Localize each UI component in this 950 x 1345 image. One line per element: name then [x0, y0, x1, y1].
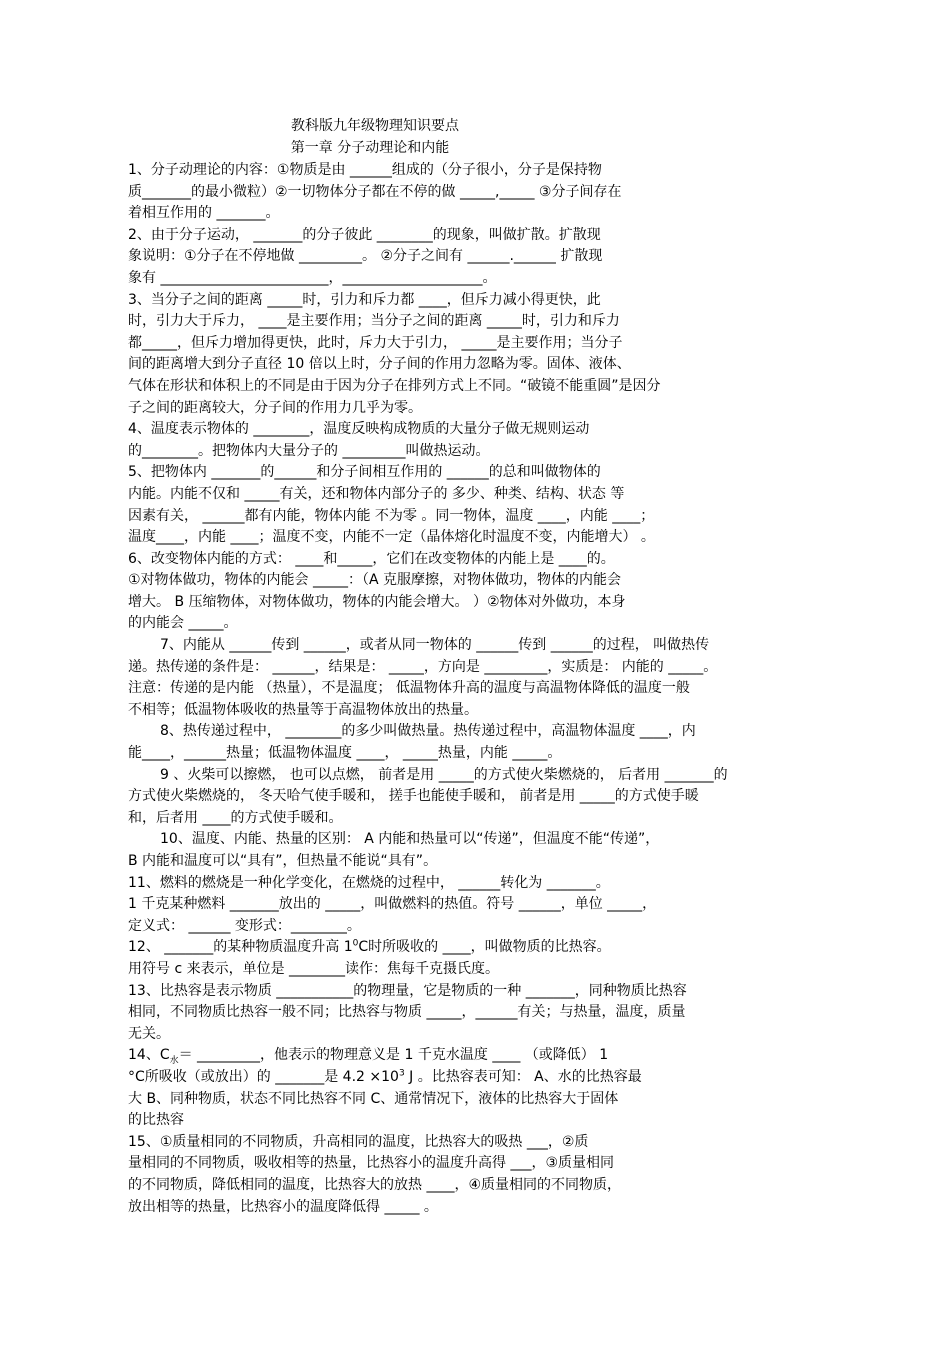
text-line: 8、热传递过程中， ________的多少叫做热量。热传递过程中，高温物体温度 ____，内 [160, 723, 696, 740]
text-line: 温度____，内能 ____；温度不变，内能不一定（晶体熔化时温度不变，内能增大） 。 [128, 529, 655, 546]
text-segment: 12、 _______的某种物质温度升高 1 [128, 939, 353, 956]
text-line: 增大。 B 压缩物体，对物体做功，物体的内能会增大。 ）②物体对外做功，本身 [128, 593, 626, 610]
superscript: 0 [352, 938, 359, 949]
text-line [128, 1045, 788, 1067]
text-line: 不相等；低温物体吸收的热量等于高温物体放出的热量。 [128, 701, 478, 718]
text-line: 6、改变物体内能的方式： ____和_____，它们在改变物体的内能上是 ____的。 [128, 550, 615, 567]
text-line: 10、温度、内能、热量的区别： A 内能和热量可以“传递”，但温度不能“传递”， [160, 831, 660, 848]
text-line: 的不同物质，降低相同的温度，比热容大的放热 ____，④质量相同的不同物质， [128, 1176, 621, 1193]
text-line: 的比热容 [128, 1112, 184, 1129]
text-line: 15、①质量相同的不同物质，升高相同的温度，比热容大的吸热 ___，②质 [128, 1133, 589, 1150]
text-line: 时，引力大于斥力， ____是主要作用；当分子之间的距离 _____时，引力和斥力 [128, 313, 620, 330]
text-line: 用符号 c 来表示，单位是 ________读作：焦每千克摄氏度。 [128, 960, 500, 977]
text-line: 无关。 [128, 1025, 170, 1042]
text-line: 递。热传递的条件是： ______，结果是： _____，方向是 _________，实质是： 内能的 _____。 [128, 658, 718, 675]
text-line: 都_____，但斥力增加得更快，此时，斥力大于引力， _____是主要作用；当分子 [128, 334, 623, 351]
text-line: 方式使火柴燃烧的， 冬天哈气使手暖和， 搓手也能使手暖和， 前者是用 _____的方式使手暖 [128, 788, 699, 805]
text-line: 放出相等的热量，比热容小的温度降低得 _____ 。 [128, 1198, 438, 1215]
text-line: 象有 ________________________，____________________。 [128, 269, 497, 286]
text-line: 5、把物体内 _______的______和分子间相互作用的 ______的总和叫做物体的 [128, 464, 601, 481]
text-line: 量相同的不同物质，吸收相等的热量，比热容小的温度升高得 ___，③质量相同 [128, 1155, 614, 1172]
text-line: 着相互作用的 _______。 [128, 205, 280, 222]
subscript: 水 [169, 1056, 179, 1067]
chapter-title: 第一章 分子动理论和内能 [290, 140, 450, 156]
text-line: 1 千克某种燃料 _______放出的 _____，叫做燃料的热值。符号 ______，单位 _____， [128, 896, 657, 913]
text-line: 的内能会 _____。 [128, 615, 238, 632]
text-line: 注意：传递的是内能 （热量），不是温度； 低温物体升高的温度与高温物体降低的温度一般 [128, 680, 690, 697]
text-line: 13、比热容是表示物质 ___________的物理量，它是物质的一种 _______，同种物质比热容 [128, 982, 687, 999]
text-segment: °C所吸收（或放出）的 _______是 4.2 ×10 [128, 1068, 399, 1085]
text-segment: ＝ _________，他表示的物理意义是 1 千克水温度 ____ （或降低） 1 [178, 1047, 609, 1064]
text-line: 因素有关， ______都有内能，物体内能 不为零 。同一物体，温度 ____，内能 ____； [128, 507, 655, 524]
superscript: 3 [398, 1068, 405, 1079]
text-line: 9 、火柴可以擦燃， 也可以点燃， 前者是用 _____的方式使火柴燃烧的， 后者用 _______的 [160, 766, 728, 783]
text-line: 质_______的最小微粒）②一切物体分子都在不停的做 _____,_____ ③分子间存在 [128, 183, 622, 200]
text-segment: J 。比热容表可知： A、水的比热容最 [404, 1068, 642, 1085]
document-title: 教科版九年级物理知识要点 [291, 118, 459, 134]
text-line: 子之间的距离较大，分子间的作用力几乎为零。 [128, 399, 422, 416]
document-body [128, 160, 788, 1218]
text-line: 大 B、同种物质，状态不同比热容不同 C、通常情况下，液体的比热容大于固体 [128, 1090, 619, 1107]
text-line [128, 1067, 788, 1089]
text-line: 的________。把物体内大量分子的 _________叫做热运动。 [128, 442, 490, 459]
text-line: 4、温度表示物体的 ________，温度反映构成物质的大量分子做无规则运动 [128, 421, 590, 438]
text-line: 内能。内能不仅和 _____有关，还和物体内部分子的 多少、种类、结构、状态 等 [128, 485, 625, 502]
text-segment: C时所吸收的 ____，叫做物质的比热容。 [358, 939, 611, 956]
text-line: 11、燃料的燃烧是一种化学变化，在燃烧的过程中， ______转化为 _______。 [128, 874, 610, 891]
text-line: 间的距离增大到分子直径 10 倍以上时，分子间的作用力忽略为零。固体、液体、 [128, 356, 631, 373]
text-line: 1、分子动理论的内容：①物质是由 ______组成的（分子很小，分子是保持物 [128, 162, 602, 178]
text-line: 7、内能从 ______传到 ______，或者从同一物体的 ______传到 ______的过程， 叫做热传 [160, 637, 710, 654]
text-line: 和，后者用 ____的方式使手暖和。 [128, 809, 343, 826]
text-line: 3、当分子之间的距离 _____时，引力和斥力都 ____，但斥力减小得更快，此 [128, 291, 601, 308]
text-segment: 14、C [128, 1047, 170, 1064]
text-line: 能____，______热量；低温物体温度 ____， _____热量，内能 _____。 [128, 745, 562, 762]
text-line: 象说明：①分子在不停地做 _________。 ②分子之间有 ______.______ 扩散现 [128, 248, 603, 265]
text-line: 定义式： ______ 变形式：________。 [128, 917, 361, 934]
text-line: B 内能和温度可以“具有”，但热量不能说“具有”。 [128, 853, 438, 869]
text-line [128, 937, 788, 959]
text-line: ①对物体做功，物体的内能会 _____：（A 克服摩擦，对物体做功，物体的内能会 [128, 572, 622, 589]
text-line: 2、由于分子运动， _______的分子彼此 ________的现象，叫做扩散。扩散现 [128, 226, 601, 243]
text-line: 相同，不同物质比热容一般不同；比热容与物质 _____，______有关；与热量，温度，质量 [128, 1004, 686, 1021]
text-line: 气体在形状和体积上的不同是由于因为分子在排列方式上不同。“破镜不能重圆”是因分 [128, 377, 661, 394]
